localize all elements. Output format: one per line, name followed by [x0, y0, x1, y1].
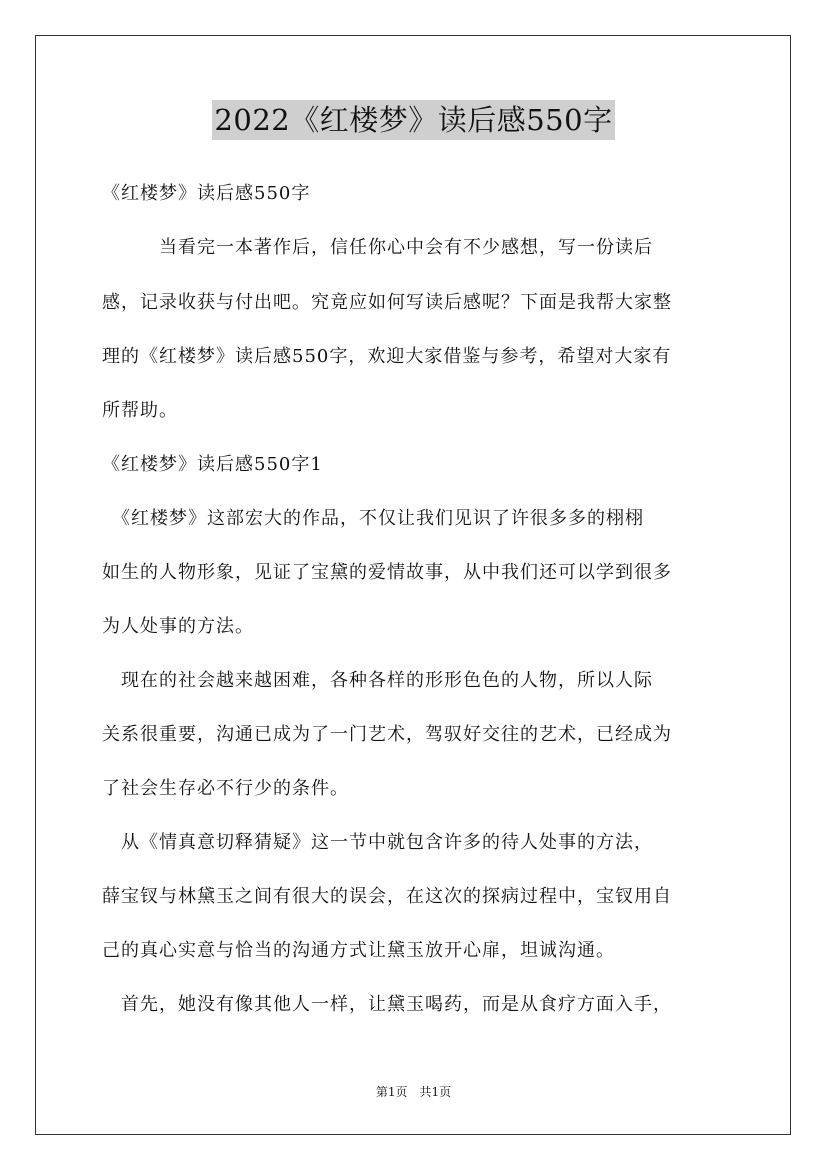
body-line: 关系很重要，沟通已成为了一门艺术，驾驭好交往的艺术，已经成为 — [102, 724, 672, 745]
body-line: 感，记录收获与付出吧。究竟应如何写读后感呢？下面是我帮大家整 — [102, 292, 672, 313]
body-line: 己的真心实意与恰当的沟通方式让黛玉放开心扉，坦诚沟通。 — [102, 940, 615, 961]
body-line: 首先，她没有像其他人一样，让黛玉喝药，而是从食疗方面入手， — [102, 994, 672, 1015]
title-container — [0, 100, 827, 140]
section-heading: 《红楼梦》读后感550字1 — [102, 454, 323, 475]
body-line: 从《情真意切释猜疑》这一节中就包含许多的待人处事的方法， — [102, 832, 653, 853]
body-line: 薛宝钗与林黛玉之间有很大的误会，在这次的探病过程中，宝钗用自 — [102, 886, 672, 907]
body-line: 为人处事的方法。 — [102, 616, 254, 637]
body-line: 《红楼梦》这部宏大的作品，不仅让我们见识了许很多多的栩栩 — [102, 508, 644, 529]
body-line: 所帮助。 — [102, 400, 178, 421]
body-line: 理的《红楼梦》读后感550字，欢迎大家借鉴与参考，希望对大家有 — [102, 346, 672, 367]
subtitle-line: 《红楼梦》读后感550字 — [102, 183, 311, 204]
body-line: 现在的社会越来越困难，各种各样的形形色色的人物，所以人际 — [102, 670, 653, 691]
body-line: 如生的人物形象，见证了宝黛的爱情故事，从中我们还可以学到很多 — [102, 562, 672, 583]
page-footer: 第1页 共1页 — [375, 1085, 452, 1099]
body-line: 了社会生存必不行少的条件。 — [102, 778, 349, 799]
body-line: 当看完一本著作后，信任你心中会有不少感想，写一份读后 — [102, 237, 653, 258]
document-title: 2022《红楼梦》读后感550字 — [212, 100, 614, 140]
